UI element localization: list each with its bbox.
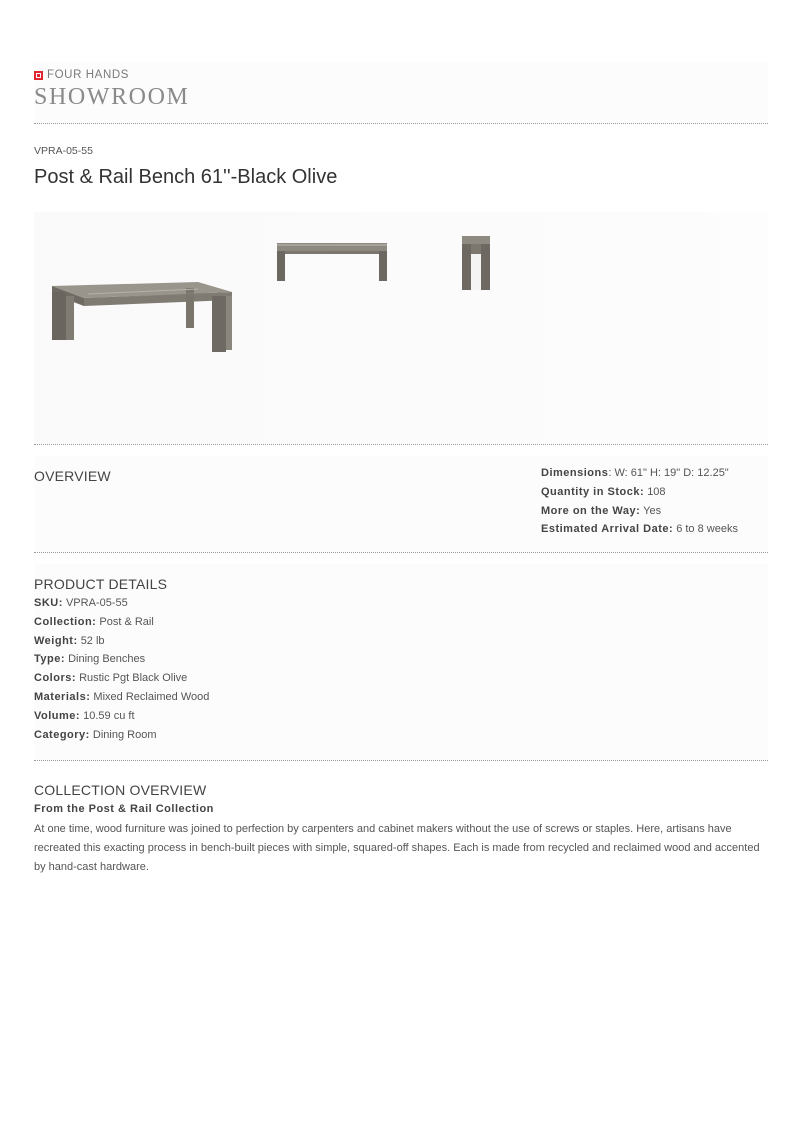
detail-weight: Weight: 52 lb: [34, 634, 105, 647]
bench-side-image: [462, 236, 490, 290]
overview-quantity: Quantity in Stock: 108: [541, 485, 666, 498]
detail-category: Category: Dining Room: [34, 728, 157, 741]
divider: [34, 123, 768, 124]
divider: [34, 552, 768, 553]
brand-row: [34, 69, 129, 81]
collection-description: At one time, wood furniture was joined to perfection by carpenters and cabinet makers without the use of screws or staples. Here, artisans have recreated this exacting process in bench-built pieces with simple, squared-off shapes. Each is made from recycled and reclaimed wood and accented by hand-cast hardware.: [34, 823, 760, 874]
detail-materials: Materials: Mixed Reclaimed Wood: [34, 690, 210, 703]
detail-colors: Colors: Rustic Pgt Black Olive: [34, 672, 188, 685]
detail-collection: Collection: Post & Rail: [34, 615, 154, 628]
overview-arrival-date: Estimated Arrival Date: 6 to 8 weeks: [541, 523, 738, 536]
showroom-title: SHOWROOM: [34, 84, 190, 110]
product-image-gallery: [34, 212, 768, 444]
brand-name: FOUR HANDS: [47, 69, 130, 81]
collection-overview-heading: COLLECTION OVERVIEW: [34, 782, 207, 798]
product-title: Post & Rail Bench 61''-Black Olive: [34, 166, 338, 188]
overview-list: [541, 464, 738, 539]
header: [34, 62, 768, 124]
brand-logo-icon: [34, 71, 43, 80]
bench-angle-image: [48, 280, 234, 360]
product-details-list: [34, 594, 209, 744]
collection-subheading: From the Post & Rail Collection: [34, 803, 214, 815]
overview-more-on-way: More on the Way: Yes: [541, 504, 662, 517]
detail-sku: SKU: VPRA-05-55: [34, 597, 128, 609]
divider: [34, 760, 768, 761]
divider: [34, 444, 768, 445]
overview-dimensions: Dimensions: W: 61" H: 19" D: 12.25": [541, 467, 729, 479]
bench-front-image: [277, 243, 387, 283]
product-sku: VPRA-05-55: [34, 145, 93, 157]
product-details-heading: PRODUCT DETAILS: [34, 576, 168, 592]
detail-type: Type: Dining Benches: [34, 653, 146, 666]
overview-heading: OVERVIEW: [34, 468, 111, 484]
detail-volume: Volume: 10.59 cu ft: [34, 709, 135, 722]
